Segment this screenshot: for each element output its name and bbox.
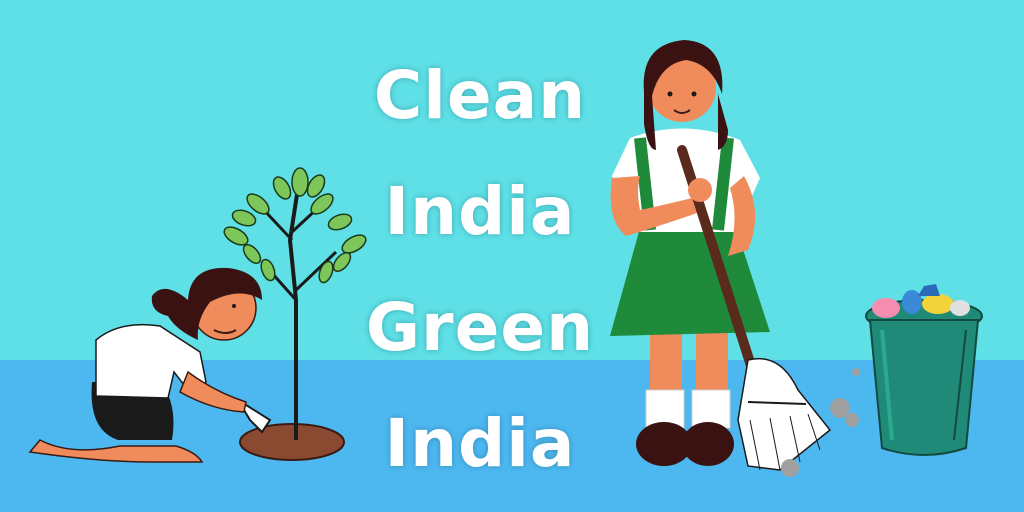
title-line-2: India (384, 173, 576, 250)
broom-head (738, 359, 830, 470)
poster-title (330, 38, 630, 502)
dust-cloud (830, 398, 850, 418)
soil-mound (240, 424, 344, 460)
title-line-3: Green (365, 289, 595, 366)
title-line-4: India (384, 405, 576, 482)
dustbin-illustration (866, 284, 982, 455)
girl-sweeping-illustration (610, 40, 860, 477)
title-line-1: Clean (373, 57, 587, 134)
girl-planting-illustration (30, 168, 369, 462)
sapling-trunk (290, 175, 300, 440)
shoe-right (682, 422, 734, 466)
